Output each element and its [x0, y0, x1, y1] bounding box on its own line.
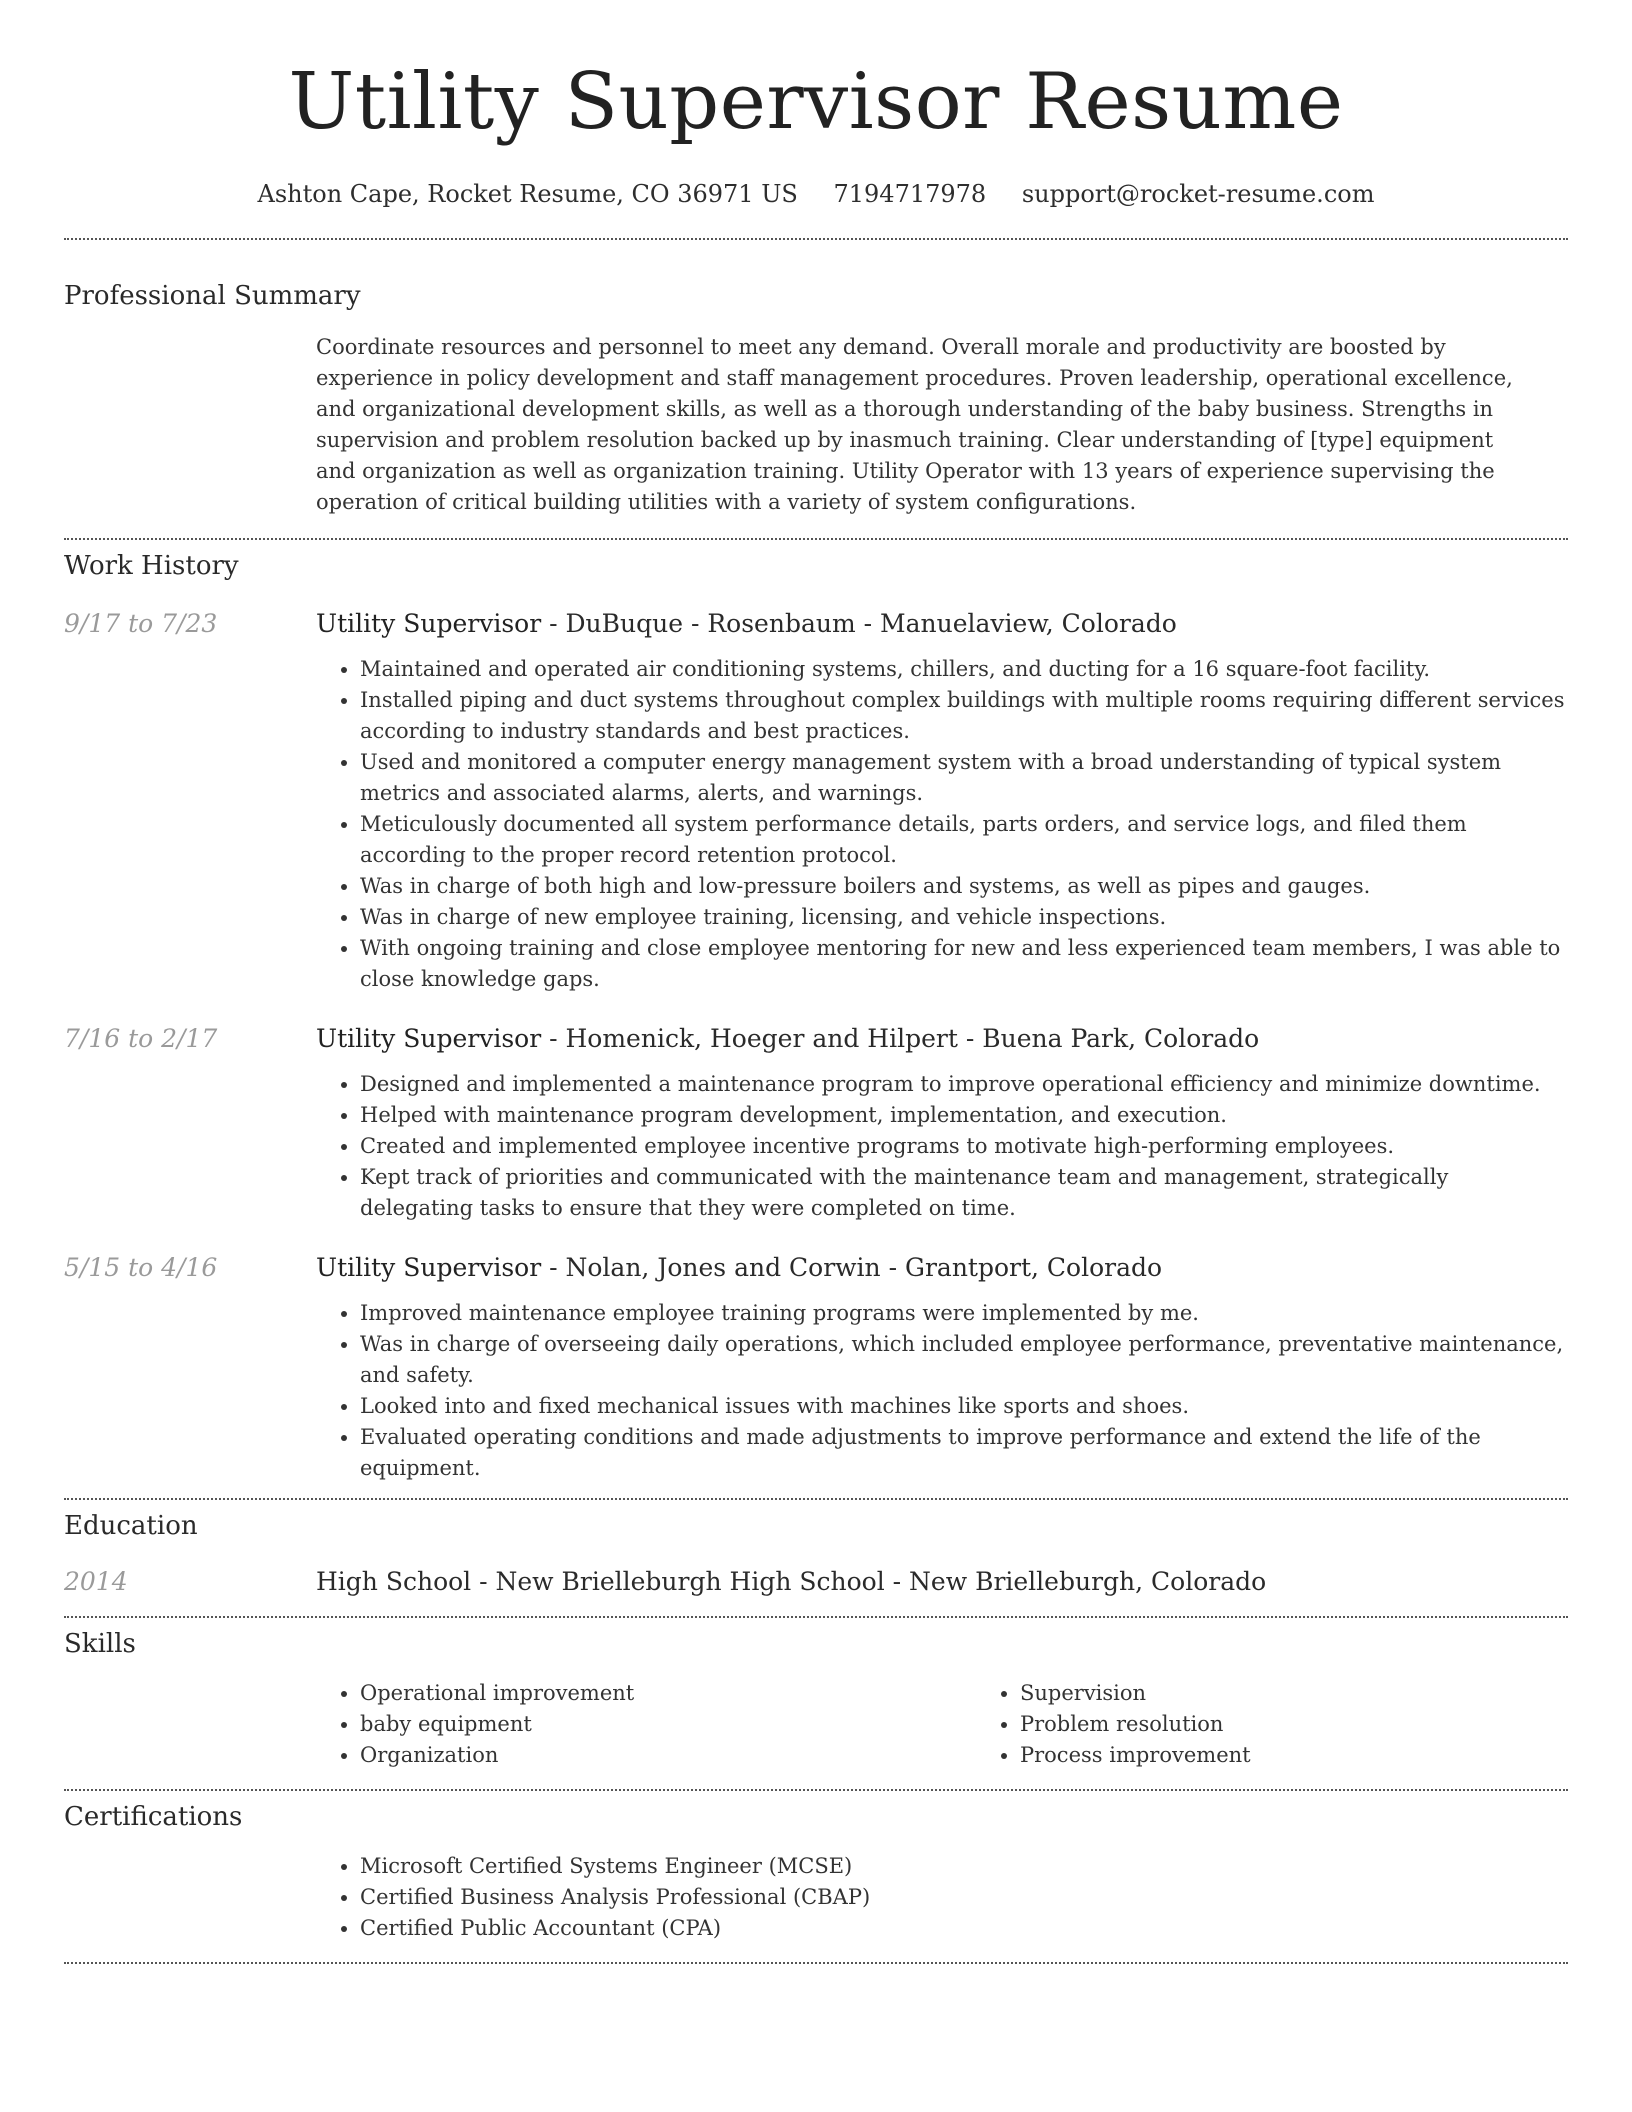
job-bullet: • With ongoing training and close employee mentoring for new and less experienced team members, I was able to close knowledge gaps. [360, 933, 1568, 995]
skill-item: • Supervision [1020, 1678, 1632, 1709]
skill-item: • Organization [360, 1740, 976, 1771]
job-bullet: • Designed and implemented a maintenance program to improve operational efficiency and minimize downtime. [360, 1069, 1568, 1100]
job-bullet: • Evaluated operating conditions and made adjustments to improve performance and extend the life of the equipment. [360, 1422, 1568, 1484]
job-entry [64, 1250, 1568, 1484]
job-employer-location: - DuBuque - Rosenbaum - Manuelaview, Colorado [541, 609, 1177, 638]
education-section [64, 1500, 1568, 1600]
certification-item: • Microsoft Certified Systems Engineer (MCSE) [360, 1851, 1568, 1882]
work-history-section [64, 540, 1568, 1484]
job-title [316, 1250, 1568, 1286]
job-title [316, 1021, 1568, 1057]
job-bullets [316, 1069, 1568, 1224]
contact-address: Ashton Cape, Rocket Resume, CO 36971 US [257, 180, 798, 208]
skill-item: • Process improvement [1020, 1740, 1632, 1771]
job-dates: 5/15 to 4/16 [64, 1253, 218, 1282]
job-bullet: • Was in charge of both high and low-pressure boilers and systems, as well as pipes and gauges. [360, 871, 1568, 902]
job-bullet: • Used and monitored a computer energy management system with a broad understanding of typical system metrics and associated alarms, alerts, and warnings. [360, 747, 1568, 809]
job-bullet: • Created and implemented employee incentive programs to motivate high-performing employees. [360, 1131, 1568, 1162]
job-bullet: • Helped with maintenance program development, implementation, and execution. [360, 1100, 1568, 1131]
work-history-heading: Work History [64, 551, 239, 581]
certifications-section [64, 1791, 1568, 1944]
job-role: Utility Supervisor [316, 1024, 542, 1053]
job-dates: 7/16 to 2/17 [64, 1024, 218, 1053]
skill-item: • Operational improvement [360, 1678, 976, 1709]
contact-email: support@rocket-resume.com [1021, 180, 1375, 208]
job-bullet: • Was in charge of new employee training, licensing, and vehicle inspections. [360, 902, 1568, 933]
job-bullets [316, 654, 1568, 995]
contact-line [64, 176, 1568, 212]
job-bullet: • Installed piping and duct systems throughout complex buildings with multiple rooms requiring different services according to industry standards and best practices. [360, 685, 1568, 747]
resume-header [64, 48, 1568, 212]
education-entry: High School - New Brielleburgh High School - New Brielleburgh, Colorado [316, 1567, 1267, 1596]
job-bullet: • Maintained and operated air conditioning systems, chillers, and ducting for a 16 square-foot facility. [360, 654, 1568, 685]
summary-heading: Professional Summary [64, 281, 361, 311]
summary-text: Coordinate resources and personnel to meet any demand. Overall morale and productivity are boosted by experience in policy development and staff management procedures. Proven leadership, operational excellence, and organizational development skills, as well as a thorough understanding of the baby business. Strengths in supervision and problem resolution backed up by inasmuch training. Clear understanding of [type] equipment and organization as well as organization training. Utility Operator with 13 years of experience supervising the operation of critical building utilities with a variety of system configurations. [316, 335, 1513, 514]
skills-section [64, 1618, 1568, 1771]
certification-item: • Certified Public Accountant (CPA) [360, 1913, 1568, 1944]
job-bullet: • Was in charge of overseeing daily operations, which included employee performance, preventative maintenance, and safety. [360, 1329, 1568, 1391]
skills-list-right [976, 1678, 1632, 1771]
job-entry [64, 1021, 1568, 1224]
job-employer-location: - Nolan, Jones and Corwin - Grantport, Colorado [541, 1253, 1163, 1282]
certification-item: • Certified Business Analysis Professional (CBAP) [360, 1882, 1568, 1913]
skill-item: • Problem resolution [1020, 1709, 1632, 1740]
certifications-list [316, 1851, 1568, 1944]
job-bullet: • Looked into and fixed mechanical issues with machines like sports and shoes. [360, 1391, 1568, 1422]
job-list [64, 606, 1568, 1484]
section-divider [64, 1962, 1568, 1964]
job-dates: 9/17 to 7/23 [64, 609, 218, 638]
job-bullet: • Kept track of priorities and communicated with the maintenance team and management, strategically delegating tasks to ensure that they were completed on time. [360, 1162, 1568, 1224]
job-employer-location: - Homenick, Hoeger and Hilpert - Buena Park, Colorado [541, 1024, 1260, 1053]
resume-title: Utility Supervisor Resume [288, 57, 1344, 147]
job-entry [64, 606, 1568, 995]
education-year: 2014 [64, 1567, 128, 1596]
job-bullet: • Meticulously documented all system performance details, parts orders, and service logs, and filed them according to the proper record retention protocol. [360, 809, 1568, 871]
skills-grid [316, 1678, 1632, 1771]
certifications-heading: Certifications [64, 1802, 243, 1832]
job-bullets [316, 1298, 1568, 1484]
job-role: Utility Supervisor [316, 1253, 542, 1282]
education-heading: Education [64, 1511, 198, 1541]
job-role: Utility Supervisor [316, 609, 542, 638]
contact-phone: 7194717978 [833, 180, 987, 208]
job-bullet: • Improved maintenance employee training programs were implemented by me. [360, 1298, 1568, 1329]
skills-heading: Skills [64, 1629, 136, 1659]
summary-section [64, 240, 1568, 518]
skill-item: • baby equipment [360, 1709, 976, 1740]
skills-list-left [316, 1678, 976, 1771]
job-title [316, 606, 1568, 642]
